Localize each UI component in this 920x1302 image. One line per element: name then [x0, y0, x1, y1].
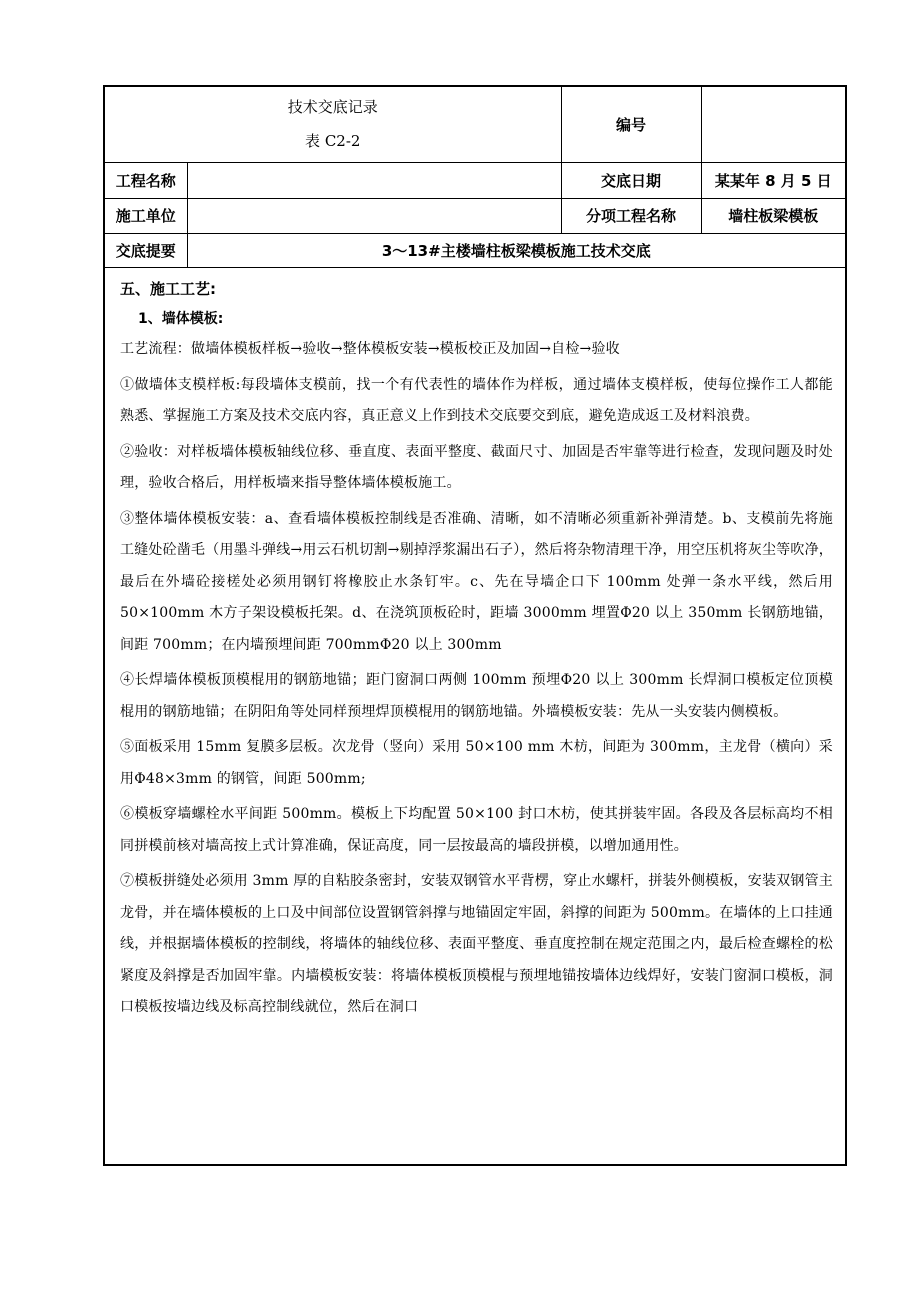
- unit-label: 施工单位: [105, 198, 187, 233]
- header-table: [105, 87, 845, 268]
- unit-value: [187, 198, 561, 233]
- subitem-value: 墙柱板梁模板: [701, 198, 845, 233]
- form-title-line1: 技术交底记录: [287, 98, 378, 117]
- paragraph-process: 工艺流程：做墙体模板样板→验收→整体模板安装→模板校正及加固→自检→验收: [120, 341, 620, 357]
- paragraph-6: ⑥模板穿墙螺栓水平间距 500mm。模板上下均配置 50×100 封口木枋，使其拼装牢固。各段及各层标高均不相同拼模前核对墙高按上式计算准确，保证高度，同一层按最高的墙段拼模，以增加通用性。: [120, 806, 833, 854]
- summary-value: 3～13#主楼墙柱板梁模板施工技术交底: [187, 233, 845, 267]
- form-title: [105, 87, 561, 162]
- disclosure-body: [105, 268, 845, 1024]
- section-heading: 五、施工工艺:: [120, 280, 216, 298]
- paragraph-5: ⑤面板采用 15mm 复膜多层板。次龙骨（竖向）采用 50×100 mm 木枋，间距为 300mm，主龙骨（横向）采用Φ48×3mm 的钢管，间距 500mm;: [120, 739, 833, 787]
- paragraph-3: ③整体墙体模板安装：a、查看墙体模板控制线是否准确、清晰，如不清晰必须重新补弹清楚。b、支模前先将施工缝处砼凿毛（用墨斗弹线→用云石机切割→剔掉浮浆漏出石子），然后将杂物清理干净，用空压机将灰尘等吹净，最后在外墙砼接槎处必须用钢钉将橡胶止水条钉牢。c、先在导墙企口下 100mm 处弹一条水平线，然后用 50×100mm 木方子架设模板托架。d、在浇筑顶板砼时，距墙 3000mm 埋置Φ20 以上 350mm 长钢筋地锚，间距 700mm；在内墙预埋间距 700mmΦ20 以上 300mm: [120, 510, 833, 653]
- summary-label: 交底提要: [105, 233, 187, 267]
- number-value: [701, 87, 845, 162]
- record-form: [103, 85, 847, 1166]
- paragraph-2: ②验收：对样板墙体模板轴线位移、垂直度、表面平整度、截面尺寸、加固是否牢靠等进行检查，发现问题及时处理，验收合格后，用样板墙来指导整体墙体模板施工。: [120, 443, 833, 491]
- form-title-line2: 表 C2-2: [305, 132, 361, 151]
- number-label: 编号: [561, 87, 701, 162]
- subsection-heading: 1、墙体模板:: [138, 311, 224, 327]
- project-value: [187, 162, 561, 198]
- paragraph-7: ⑦模板拼缝处必须用 3mm 厚的自粘胶条密封，安装双钢管水平背楞，穿止水螺杆，拼装外侧模板，安装双钢管主龙骨，并在墙体模板的上口及中间部位设置钢管斜撑与地锚固定牢固，斜撑的间距为 500mm。在墙体的上口挂通线，并根据墙体模板的控制线，将墙体的轴线位移、表面平整度、垂直度控制在规定范围之内，最后检查螺栓的松紧度及斜撑是否加固牢靠。内墙模板安装：将墙体模板顶模棍与预埋地锚按墙体边线焊好，安装门窗洞口模板，洞口模板按墙边线及标高控制线就位，然后在洞口: [120, 873, 833, 1015]
- subitem-label: 分项工程名称: [561, 198, 701, 233]
- paragraph-1: ①做墙体支模样板:每段墙体支模前，找一个有代表性的墙体作为样板，通过墙体支模样板，使每位操作工人都能熟悉、掌握施工方案及技术交底内容，真正意义上作到技术交底要交到底，避免造成返工及材料浪费。: [120, 376, 833, 424]
- project-label: 工程名称: [105, 162, 187, 198]
- date-value: 某某年 8 月 5 日: [701, 162, 845, 198]
- paragraph-4: ④长焊墙体模板顶模棍用的钢筋地锚；距门窗洞口两侧 100mm 预埋Φ20 以上 300mm 长焊洞口模板定位顶模棍用的钢筋地锚；在阴阳角等处同样预埋焊顶模棍用的钢筋地锚。外墙模板安装：先从一头安装内侧模板。: [120, 672, 833, 720]
- date-label: 交底日期: [561, 162, 701, 198]
